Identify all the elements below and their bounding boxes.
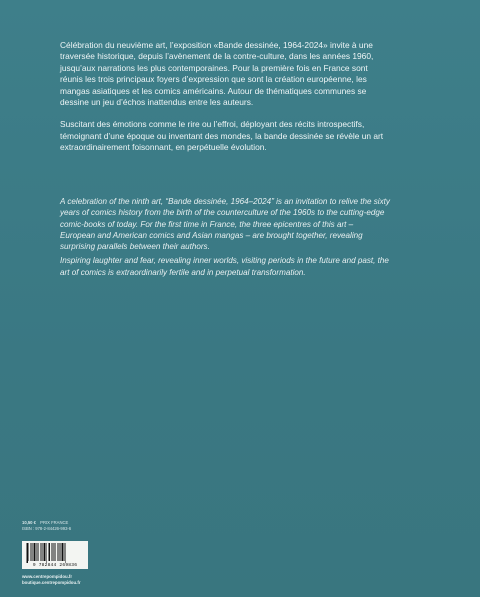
english-paragraph-2: Inspiring laughter and fear, revealing inner worlds, visiting periods in the future and past, the art of comics is extraordinarily fertile and in perpetual transformation. <box>60 256 389 277</box>
barcode <box>22 541 88 569</box>
french-paragraph-2: Suscitant des émotions comme le rire ou l’effroi, déployant des récits introspectifs, témoignant d’une époque ou inventant des mondes, la bande dessinée se révèle un art extraordinairement foisonnant, en perpétuelle évolution. <box>60 119 384 153</box>
price-value: 10,50 € <box>22 520 36 525</box>
price-label: PRIX FRANCE <box>40 520 69 525</box>
isbn-number: ISBN : 978-2-84426-993-6 <box>22 526 72 531</box>
barcode-digits: 9 782844 269836 <box>32 563 78 568</box>
french-text <box>60 40 384 165</box>
french-paragraph-1: Célébration du neuvième art, l’exposition «Bande dessinée, 1964-2024» invite à une traversée historique, depuis l’avènement de la contre-culture, dans les années 1960, jusqu’aux narrations les plus contemporaines. Pour la première fois en France sont réunis les trois principaux foyers d’expression que sont la création européenne, les mangas asiatiques et les comics américains. Autour de thématiques communes se dessine un jeu d’échos inattendus entre les auteurs. <box>60 40 374 108</box>
price-info <box>22 520 71 532</box>
barcode-bars <box>25 543 85 563</box>
website-links <box>22 574 81 586</box>
shop-url: boutique.centrepompidou.fr <box>22 580 81 585</box>
english-paragraph-1: A celebration of the ninth art, “Bande dessinée, 1964–2024” is an invitation to relive the sixty years of comics history from the birth of the counterculture of the 1960s to the cutting-edge comic-books of today. For the first time in France, the three epicentres of this art – European and American comics and Asian mangas – are brought together, revealing surprising parallels between their authors. <box>60 197 390 252</box>
english-text <box>60 196 390 281</box>
website-url: www.centrepompidou.fr <box>22 574 73 579</box>
